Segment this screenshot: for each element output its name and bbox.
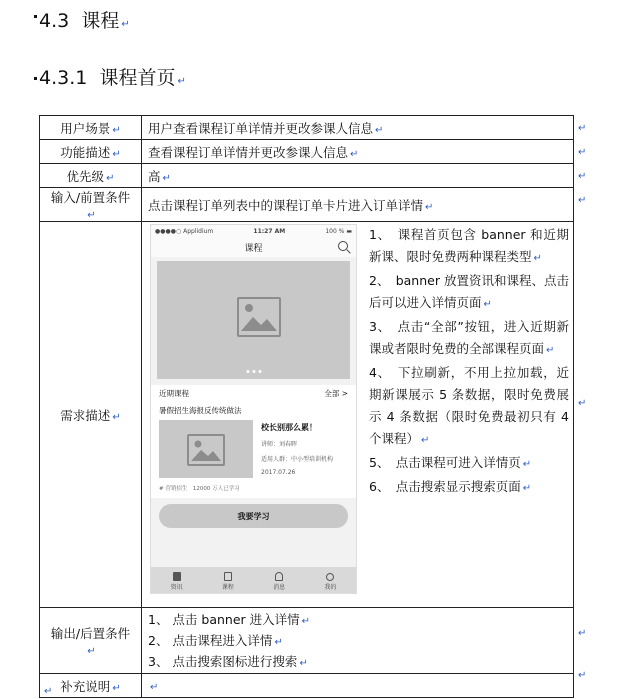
paragraph-mark-icon: ↵ bbox=[578, 195, 587, 206]
table-row bbox=[40, 164, 574, 188]
row-label: 需求描述 ↵ bbox=[40, 222, 142, 608]
paragraph-mark-icon: ↵ bbox=[578, 123, 587, 134]
row-label: 用户场景 ↵ bbox=[40, 116, 142, 140]
list-item: 4、 下拉刷新，不用上拉加载，近期新课展示 5 条数据，限时免费展示 4 条数据（限时免费最初只有 4 个课程） ↵ bbox=[369, 365, 569, 446]
row-label: 优先级 ↵ bbox=[40, 164, 142, 188]
row-value: 用户查看课程订单详情并更改参课人信息 ↵ bbox=[142, 116, 574, 140]
heading-bullet bbox=[34, 77, 37, 80]
status-bar bbox=[151, 225, 356, 237]
row-label: 输出/后置条件↵ bbox=[40, 608, 142, 674]
section-heading bbox=[34, 6, 130, 33]
time-text: 11:27 AM bbox=[253, 227, 286, 235]
book-icon bbox=[224, 572, 232, 581]
table-row bbox=[40, 140, 574, 164]
tab-messages[interactable]: 消息 bbox=[273, 572, 285, 591]
paragraph-mark-icon: ↵ bbox=[578, 628, 587, 639]
subheading-number: 4.3.1 bbox=[39, 67, 88, 89]
banner-pager bbox=[246, 370, 261, 373]
heading-number: 4.3 bbox=[39, 10, 70, 32]
course-meta bbox=[261, 420, 333, 482]
list-item: 6、 点击搜索显示搜索页面 ↵ bbox=[369, 479, 532, 494]
list-item: 1、 课程首页包含 banner 和近期新课、限时免费两种课程类型 ↵ bbox=[369, 227, 569, 264]
paragraph-mark-icon: ↵ bbox=[121, 19, 130, 30]
paragraph-mark-icon: ↵ bbox=[44, 686, 53, 697]
course-card[interactable] bbox=[151, 401, 356, 498]
requirements-table bbox=[39, 115, 574, 698]
row-label: 补充说明 ↵ bbox=[40, 674, 142, 698]
carrier-text: ●●●●○ Applidium bbox=[155, 227, 214, 235]
lecturer-text: 讲师：刘春晖 bbox=[261, 441, 298, 448]
list-item: 3、 点击“全部”按钮，进入近期新课或者限时免费的全部课程页面 ↵ bbox=[369, 319, 569, 356]
course-thumbnail bbox=[159, 420, 253, 478]
list-item: 3、 点击搜索图标进行搜索 ↵ bbox=[148, 654, 308, 669]
search-icon[interactable] bbox=[338, 241, 348, 251]
image-placeholder-icon bbox=[187, 434, 225, 466]
subsection-heading bbox=[34, 63, 186, 90]
phone-mockup bbox=[150, 224, 357, 594]
table-row bbox=[40, 674, 574, 698]
paragraph-mark-icon: ↵ bbox=[578, 147, 587, 158]
tab-bar bbox=[151, 567, 356, 593]
row-value bbox=[142, 608, 574, 674]
audience-text: 适用人群：中小型培训机构 bbox=[261, 456, 334, 463]
card-footer: # 营销招生 12000 万人已学习 bbox=[159, 486, 240, 492]
list-item: 2、 banner 放置资讯和课程、点击后可以进入详情页面 ↵ bbox=[369, 273, 569, 310]
tab-news[interactable]: 资讯 bbox=[171, 572, 183, 591]
row-value: ↵ bbox=[142, 674, 574, 698]
all-button[interactable]: 全部 > bbox=[324, 388, 348, 398]
course-name: 校长别那么累！ bbox=[261, 423, 317, 432]
learn-button[interactable]: 我要学习 bbox=[159, 504, 348, 528]
row-label: 功能描述 ↵ bbox=[40, 140, 142, 164]
bell-icon bbox=[275, 572, 283, 581]
row-label: 输入/前置条件↵ bbox=[40, 188, 142, 222]
battery: 100 % ▬ bbox=[325, 227, 352, 235]
document-icon bbox=[173, 572, 181, 581]
paragraph-mark-icon: ↵ bbox=[578, 398, 587, 409]
row-value: 高 ↵ bbox=[142, 164, 574, 188]
table-row bbox=[40, 188, 574, 222]
heading-title: 课程 bbox=[81, 10, 120, 32]
row-value: 查看课程订单详情并更改参课人信息 ↵ bbox=[142, 140, 574, 164]
subheading-title: 课程首页 bbox=[99, 67, 176, 89]
nav-bar bbox=[151, 237, 356, 257]
list-item: 5、 点击课程可进入详情页 ↵ bbox=[369, 455, 532, 470]
date-text: 2017.07.26 bbox=[261, 469, 296, 476]
list-item: 1、 点击 banner 进入详情 ↵ bbox=[148, 612, 311, 627]
paragraph-mark-icon: ↵ bbox=[578, 670, 587, 681]
list-item: 2、 点击课程进入详情 ↵ bbox=[148, 633, 283, 648]
table-row bbox=[40, 116, 574, 140]
tab-courses[interactable]: 课程 bbox=[222, 572, 234, 591]
row-value bbox=[142, 222, 574, 608]
heading-bullet bbox=[34, 15, 37, 18]
paragraph-mark-icon: ↵ bbox=[177, 76, 186, 87]
user-icon bbox=[326, 573, 334, 581]
row-value: 点击课程订单列表中的课程订单卡片进入订单详情 ↵ bbox=[142, 188, 574, 222]
card-title: 暑假招生海报反传统做法 bbox=[159, 406, 242, 415]
image-placeholder-icon bbox=[237, 297, 281, 337]
section-header bbox=[151, 385, 356, 401]
table-row bbox=[40, 608, 574, 674]
nav-title: 课程 bbox=[244, 243, 263, 254]
table-row bbox=[40, 222, 574, 608]
banner[interactable] bbox=[157, 261, 350, 379]
section-title: 近期课程 bbox=[159, 388, 189, 398]
requirements-list bbox=[369, 224, 569, 594]
paragraph-mark-icon: ↵ bbox=[578, 171, 587, 182]
tab-profile[interactable]: 我的 bbox=[324, 573, 336, 591]
